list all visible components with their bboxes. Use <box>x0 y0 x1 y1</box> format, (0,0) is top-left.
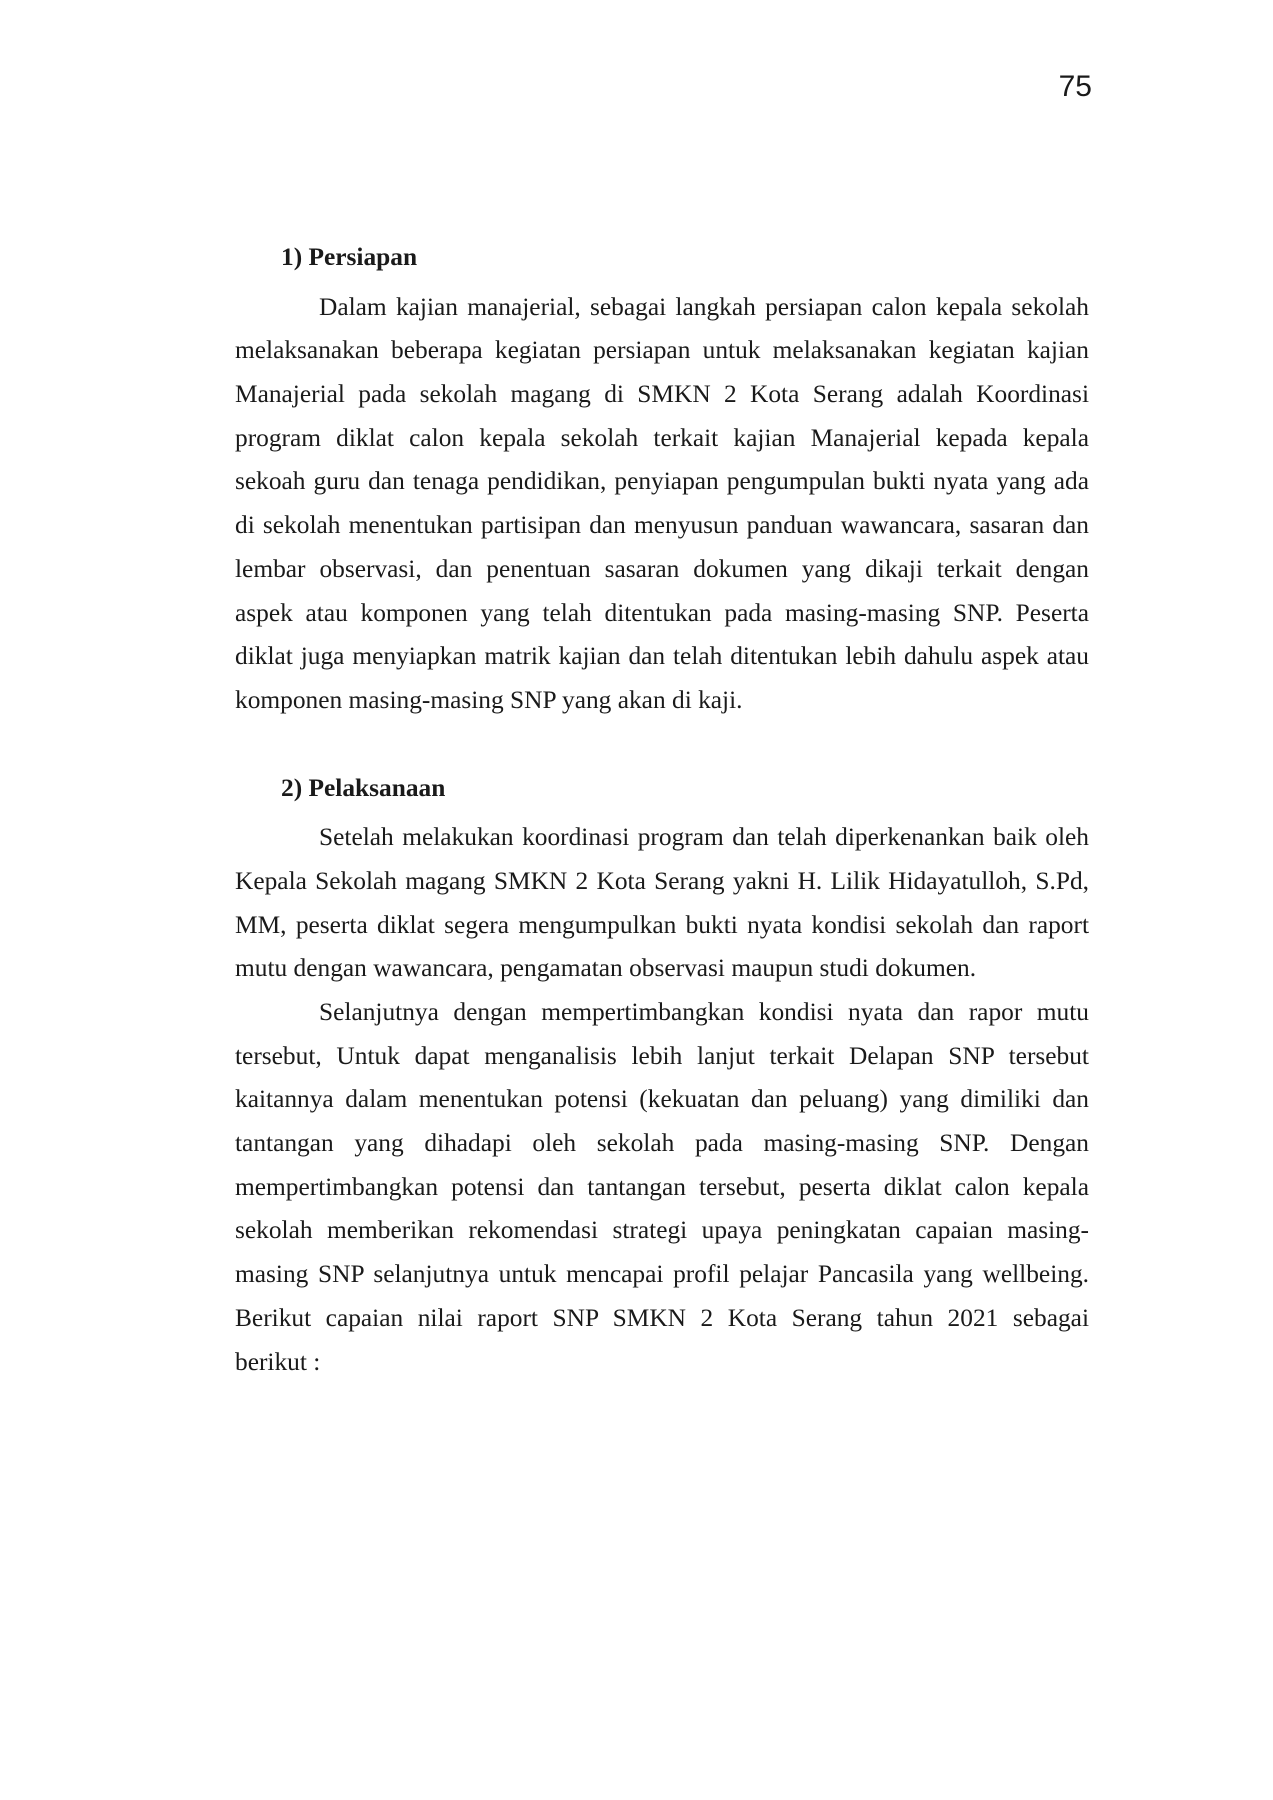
text-line: melaksanakan beberapa kegiatan persiapan untuk melaksanakan kegiatan kajian <box>235 336 1089 365</box>
text-line: tersebut, Untuk dapat menganalisis lebih lanjut terkait Delapan SNP tersebut <box>235 1041 1089 1070</box>
text-line: aspek atau komponen yang telah ditentukan pada masing-masing SNP. Peserta <box>235 598 1089 627</box>
text-line: tantangan yang dihadapi oleh sekolah pada masing-masing SNP. Dengan <box>235 1129 1089 1158</box>
paragraph <box>235 286 1089 723</box>
text-line: Kepala Sekolah magang SMKN 2 Kota Serang yakni H. Lilik Hidayatulloh, S.Pd, <box>235 866 1089 895</box>
text-line: lembar observasi, dan penentuan sasaran dokumen yang dikaji terkait dengan <box>235 554 1089 583</box>
text-line: MM, peserta diklat segera mengumpulkan bukti nyata kondisi sekolah dan raport <box>235 910 1089 939</box>
section-heading: 2) Pelaksanaan <box>281 773 446 802</box>
text-line: masing SNP selanjutnya untuk mencapai profil pelajar Pancasila yang wellbeing. <box>235 1260 1089 1289</box>
paragraph <box>235 816 1089 991</box>
text-line: Berikut capaian nilai raport SNP SMKN 2 Kota Serang tahun 2021 sebagai <box>235 1303 1089 1332</box>
page-number: 75 <box>1058 70 1092 103</box>
section-heading: 1) Persiapan <box>281 243 418 271</box>
text-line: Dalam kajian manajerial, sebagai langkah persiapan calon kepala sekolah <box>319 292 1089 321</box>
text-line: komponen masing-masing SNP yang akan di kaji. <box>235 685 743 714</box>
text-line: Setelah melakukan koordinasi program dan telah diperkenankan baik oleh <box>319 823 1089 852</box>
text-line: kaitannya dalam menentukan potensi (kekuatan dan peluang) yang dimiliki dan <box>235 1085 1089 1114</box>
text-line: diklat juga menyiapkan matrik kajian dan telah ditentukan lebih dahulu aspek atau <box>235 642 1089 671</box>
text-line: mempertimbangkan potensi dan tantangan tersebut, peserta diklat calon kepala <box>235 1172 1089 1201</box>
text-line: program diklat calon kepala sekolah terkait kajian Manajerial kepada kepala <box>235 423 1089 452</box>
text-line: Manajerial pada sekolah magang di SMKN 2 Kota Serang adalah Koordinasi <box>235 380 1089 409</box>
paragraph <box>235 991 1089 1384</box>
text-line: sekoah guru dan tenaga pendidikan, penyiapan pengumpulan bukti nyata yang ada <box>235 467 1089 496</box>
text-line: di sekolah menentukan partisipan dan menyusun panduan wawancara, sasaran dan <box>235 511 1089 540</box>
text-line: sekolah memberikan rekomendasi strategi upaya peningkatan capaian masing- <box>235 1216 1089 1245</box>
page-content <box>235 236 1089 1384</box>
section <box>235 236 1089 723</box>
section <box>235 767 1089 1385</box>
text-line: berikut : <box>235 1347 321 1376</box>
text-line: Selanjutnya dengan mempertimbangkan kondisi nyata dan rapor mutu <box>319 998 1089 1027</box>
text-line: mutu dengan wawancara, pengamatan observasi maupun studi dokumen. <box>235 954 977 983</box>
